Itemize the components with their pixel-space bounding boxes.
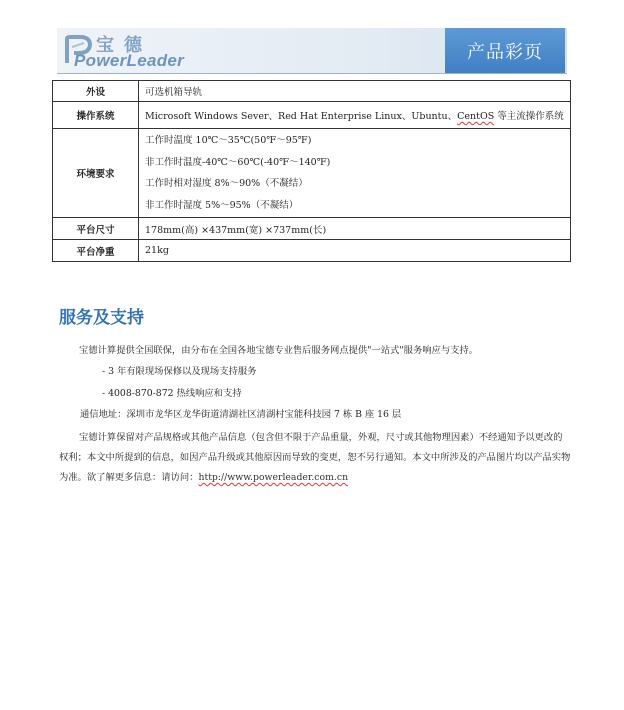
spec-key: 外设 xyxy=(53,81,139,102)
logo-chinese-text: 宝德 xyxy=(96,35,152,56)
support-disclaimer xyxy=(59,428,571,488)
os-list-prefix: Microsoft Windows Sever、Red Hat Enterprise Linux、Ubuntu、 xyxy=(145,111,458,122)
table-row xyxy=(53,102,571,129)
header-badge: 产品彩页 xyxy=(445,28,565,73)
spec-value: 178mm(高) ×437mm(宽) ×737mm(长) xyxy=(139,218,571,240)
spec-value xyxy=(139,129,571,218)
spec-key: 环境要求 xyxy=(53,129,139,218)
spec-key: 操作系统 xyxy=(53,102,139,129)
spec-value xyxy=(139,102,571,129)
os-list-suffix: 等主流操作系统 xyxy=(494,111,564,122)
support-intro: 宝德计算提供全国联保，由分布在全国各地宝德专业售后服务网点提供"一站式"服务响应与支持。 xyxy=(79,345,479,356)
env-line: 非工作时湿度 5%～95%（不凝结） xyxy=(145,199,299,211)
spec-value: 21kg xyxy=(139,240,571,262)
support-bullet: - 4008-870-872 热线响应和支持 xyxy=(102,388,242,399)
spec-key: 平台尺寸 xyxy=(53,218,139,240)
website-link[interactable]: http://www.powerleader.com.cn xyxy=(198,472,349,483)
brand-logo xyxy=(64,31,194,71)
table-row xyxy=(53,218,571,240)
spec-value: 可选机箱导轨 xyxy=(139,81,571,102)
support-address: 通信地址：深圳市龙华区龙华街道清湖社区清湖村宝能科技园 7 栋 B 座 16 层 xyxy=(80,409,402,420)
disclaimer-text: 宝德计算保留对产品规格或其他产品信息（包含但不限于产品重量，外观，尺寸或其他物理因素）不经通知予以更改的权利；本文中所提到的信息，如因产品升级或其他原因而导致的变更，恕不另行通知。本文中所涉及的产品图片均以产品实物为准。欲了解更多信息：请访问： xyxy=(59,432,571,483)
support-bullet: - 3 年有限现场保修以及现场支持服务 xyxy=(102,366,257,377)
table-row xyxy=(53,240,571,262)
env-line: 工作时温度 10℃～35℃(50℉～95℉) xyxy=(145,135,312,146)
table-row xyxy=(53,129,571,218)
spec-table xyxy=(52,80,571,262)
os-centos: CentOS xyxy=(457,111,495,122)
env-line: 工作时相对湿度 8%～90%（不凝结） xyxy=(145,178,308,189)
header-divider xyxy=(57,73,567,74)
table-row xyxy=(53,81,571,102)
env-line: 非工作时温度-40℃～60℃(-40℉～140℉) xyxy=(145,156,331,168)
section-title: 服务及支持 xyxy=(59,308,144,328)
spec-key: 平台净重 xyxy=(53,240,139,262)
logo-english-text: PowerLeader xyxy=(74,51,185,70)
